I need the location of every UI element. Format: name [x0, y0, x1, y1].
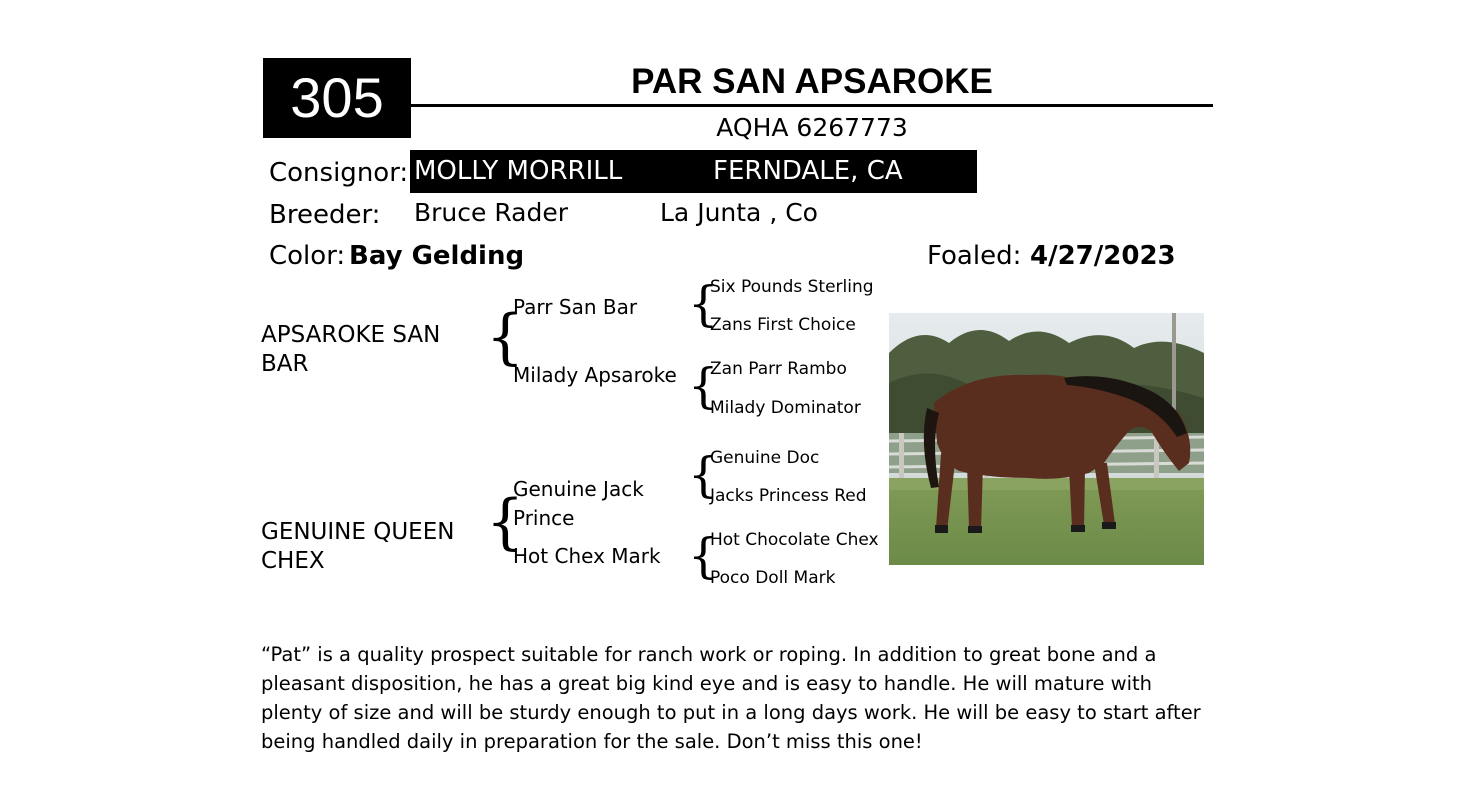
pedigree-dam-sire-dam: Jacks Princess Red	[710, 486, 867, 506]
pedigree-sire-sire-dam: Zans First Choice	[710, 315, 856, 335]
brace-icon: {	[688, 276, 719, 332]
consignor-name: MOLLY MORRILL	[414, 156, 623, 186]
pedigree-dam-dam-dam: Poco Doll Mark	[710, 568, 836, 588]
brace-icon: {	[688, 528, 719, 584]
pedigree-sire-dam: Milady Apsaroke	[513, 363, 677, 387]
foaled-value: 4/27/2023	[1030, 241, 1176, 271]
pedigree-dam-dam: Hot Chex Mark	[513, 544, 661, 568]
breeder-location: La Junta , Co	[660, 198, 818, 227]
pedigree-sire-sire-sire: Six Pounds Sterling	[710, 277, 874, 297]
lot-number: 305	[263, 58, 411, 138]
color-label: Color:	[269, 241, 346, 271]
horse-name: PAR SAN APSAROKE	[631, 62, 993, 101]
brace-icon: {	[486, 302, 525, 372]
consignor-label: Consignor:	[269, 158, 409, 188]
brace-icon: {	[688, 447, 719, 503]
breeder-label: Breeder:	[269, 200, 381, 230]
pedigree-sire-dam-sire: Zan Parr Rambo	[710, 359, 847, 379]
horse-description: “Pat” is a quality prospect suitable for ranch work or roping. In addition to great bone and a pleasant disposition, he has a great big kind eye and is easy to handle. He will mature with plenty of size and will be sturdy enough to put in a long days work. He will be easy to start after being handled daily in preparation for the sale. Don’t miss this one!	[261, 643, 1201, 753]
pedigree-dam: GENUINE QUEEN CHEX	[261, 519, 455, 574]
registration-number: AQHA 6267773	[716, 113, 908, 142]
pedigree-sire-dam-dam: Milady Dominator	[710, 398, 861, 418]
breeder-name: Bruce Rader	[414, 198, 569, 227]
brace-icon: {	[688, 358, 719, 414]
color-value: Bay Gelding	[349, 241, 525, 271]
horse-photo	[889, 313, 1204, 565]
pedigree-dam-dam-sire: Hot Chocolate Chex	[710, 530, 879, 550]
consignor-location: FERNDALE, CA	[713, 156, 903, 186]
foaled-label: Foaled:	[927, 241, 1022, 271]
pedigree-sire: APSAROKE SAN BAR	[261, 322, 441, 377]
pedigree-sire-sire: Parr San Bar	[513, 295, 638, 319]
title-underline	[411, 104, 1213, 107]
pedigree-dam-sire: Genuine Jack Prince	[513, 477, 644, 530]
brace-icon: {	[486, 487, 525, 557]
pedigree-dam-sire-sire: Genuine Doc	[710, 448, 820, 468]
